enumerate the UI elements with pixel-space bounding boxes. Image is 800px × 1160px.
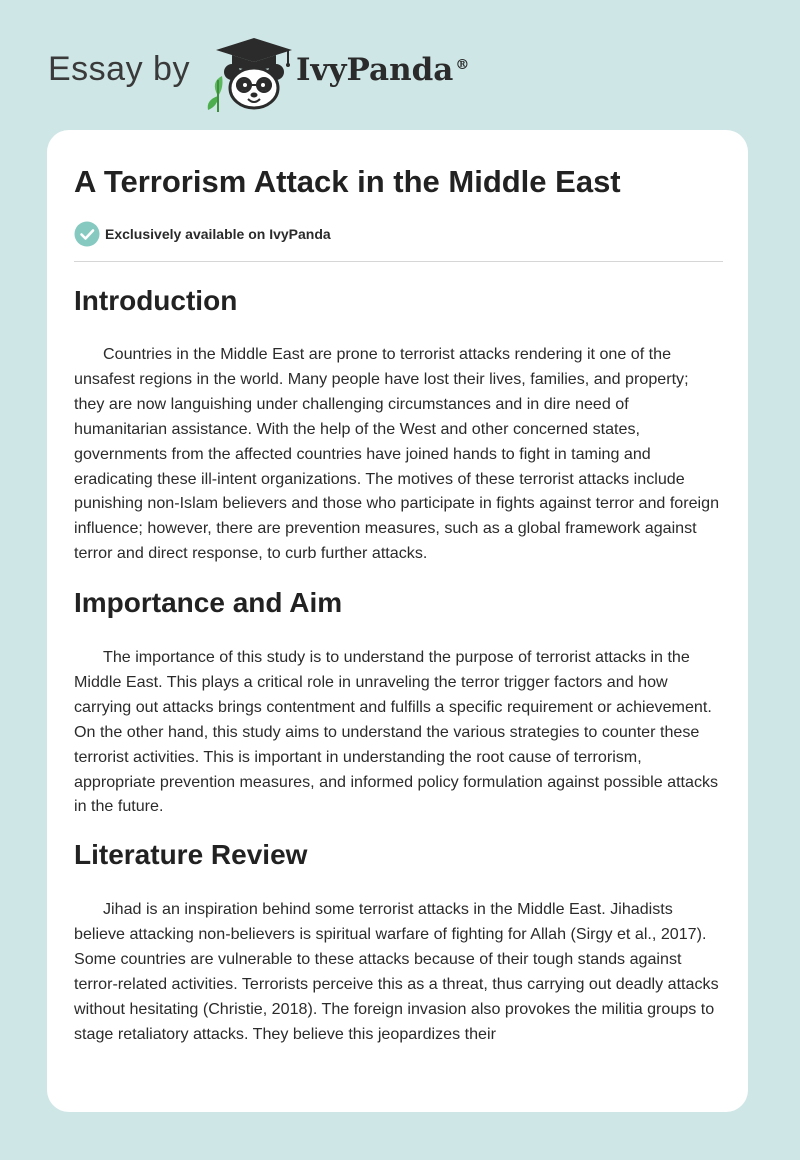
section-heading-importance-and-aim: Importance and Aim <box>74 587 343 618</box>
essay-card <box>47 130 748 1112</box>
section-body-introduction: Countries in the Middle East are prone to terrorist attacks rendering it one of the unsafest regions in the world. Many people have lost their lives, families, and property; they are now languishing under challenging circumstances and in dire need of humanitarian assistance. With the help of the West and other concerned states, governments from the affected countries have joined hands to fight in taming and eradicating these ill-intent organizations. The motives of these terrorist attacks include punishing non-Islam believers and those who participate in fights against terror and foreign influence; however, there are prevention measures, such as a global framework against terror and direct response, to curb further attacks. <box>74 345 720 563</box>
registered-mark: ® <box>455 56 470 73</box>
essay-title: A Terrorism Attack in the Middle East <box>74 164 621 199</box>
panda-graduate-logo-icon[interactable] <box>202 36 294 112</box>
exclusive-badge <box>74 221 331 247</box>
site-header <box>48 36 508 112</box>
section-body-importance-and-aim: The importance of this study is to understand the purpose of terrorist attacks in the Middle East. This plays a critical role in unraveling the terror trigger factors and how carrying out attacks brings contentment and fulfills a specific requirement or achievement. On the other hand, this study aims to understand the various strategies to counter these terrorist activities. This is important in understanding the root cause of terrorism, appropriate prevention measures, and informed policy formulation against possible attacks in the future. <box>74 648 719 816</box>
section-heading-introduction: Introduction <box>74 285 238 316</box>
title-divider <box>74 261 723 262</box>
section-heading-literature-review: Literature Review <box>74 839 308 870</box>
brand-prefix: Essay by <box>48 50 190 88</box>
check-circle-icon <box>74 221 100 247</box>
brand-name-text: IvyPanda <box>296 52 454 88</box>
brand-name[interactable] <box>296 52 469 88</box>
section-body-literature-review: Jihad is an inspiration behind some terrorist attacks in the Middle East. Jihadists believe attacking non-believers is spiritual warfare of fighting for Allah (Sirgy et al., 2017). Some countries are vulnerable to these attacks because of their tough stands against terror-related activities. Terrorists perceive this as a threat, thus carrying out deadly attacks without hesitating (Christie, 2018). The foreign invasion also provokes the militia groups to stage retaliatory attacks. They believe this jeopardizes their <box>74 900 719 1043</box>
exclusive-badge-label: Exclusively available on IvyPanda <box>105 226 331 242</box>
